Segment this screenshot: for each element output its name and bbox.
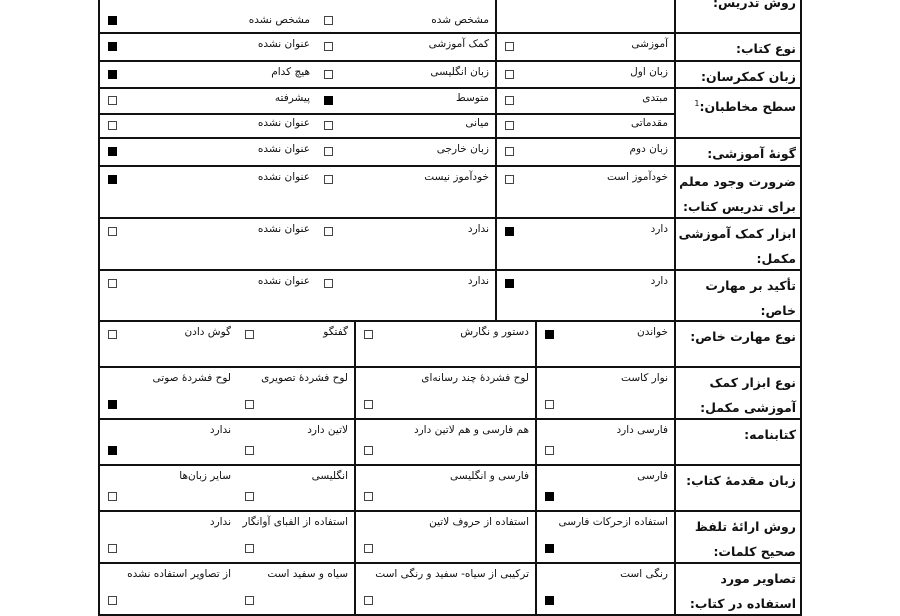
- option-label: لوح فشردهٔ چند رسانه‌ای: [421, 372, 529, 384]
- option-cell: [316, 271, 497, 320]
- option-label: ندارد: [209, 516, 231, 528]
- option-cell: [316, 62, 497, 87]
- option-label: استفاده ازحرکات فارسی: [558, 516, 668, 528]
- form-row: [100, 60, 800, 87]
- empty-cell: [497, 0, 676, 32]
- option-cell: [356, 512, 537, 562]
- checkbox-empty-icon[interactable]: [324, 175, 333, 184]
- option-label: لاتین دارد: [307, 424, 348, 436]
- option-cell: [537, 420, 676, 464]
- option-cell: [537, 512, 676, 562]
- checkbox-checked-icon[interactable]: [545, 492, 554, 501]
- option-label: فارسی: [637, 470, 668, 482]
- option-cell: [100, 62, 316, 87]
- checkbox-checked-icon[interactable]: [108, 16, 117, 25]
- option-label: خواندن: [637, 326, 668, 338]
- option-label: کمک آموزشی: [428, 38, 489, 50]
- checkbox-checked-icon[interactable]: [505, 279, 514, 288]
- option-cell: [100, 139, 316, 165]
- divider: [100, 113, 316, 115]
- option-cell: [537, 564, 676, 614]
- checkbox-empty-icon[interactable]: [505, 96, 514, 105]
- option-cell: [100, 271, 316, 320]
- option-cell: [237, 564, 356, 614]
- form-row: [100, 418, 800, 464]
- form-row: [100, 0, 800, 32]
- option-label: از تصاویر استفاده نشده: [127, 568, 231, 580]
- option-label: خودآموز است: [607, 171, 668, 183]
- option-label: زبان انگلیسی: [430, 66, 489, 78]
- field-label: روش ارائهٔ تلفظ صحیح کلمات:: [694, 519, 796, 559]
- option-cell: [497, 139, 676, 165]
- checkbox-empty-icon[interactable]: [364, 544, 373, 553]
- divider: [497, 113, 674, 115]
- option-label: لوح فشردهٔ صوتی: [152, 372, 231, 384]
- checkbox-empty-icon[interactable]: [545, 400, 554, 409]
- checkbox-empty-icon[interactable]: [108, 544, 117, 553]
- field-label: زبان مقدمهٔ کتاب:: [686, 473, 796, 488]
- checkbox-empty-icon[interactable]: [245, 544, 254, 553]
- checkbox-empty-icon[interactable]: [324, 227, 333, 236]
- option-cell: [100, 564, 237, 614]
- checkbox-empty-icon[interactable]: [108, 330, 117, 339]
- field-label: نوع ابزار کمک آموزشی مکمل:: [700, 375, 796, 415]
- form-row: [100, 137, 800, 165]
- checkbox-checked-icon[interactable]: [108, 42, 117, 51]
- footnote-marker: 1: [694, 99, 700, 108]
- option-cell: [316, 167, 497, 217]
- options: [100, 34, 676, 60]
- option-cell: [316, 34, 497, 60]
- field-label: گونهٔ آموزشی:: [707, 146, 796, 161]
- option-cell: [237, 466, 356, 510]
- checkbox-empty-icon[interactable]: [505, 70, 514, 79]
- form-row: [100, 217, 800, 269]
- checkbox-empty-icon[interactable]: [364, 330, 373, 339]
- checkbox-empty-icon[interactable]: [505, 42, 514, 51]
- checkbox-empty-icon[interactable]: [245, 330, 254, 339]
- option-cell: [237, 368, 356, 418]
- option-label: استفاده از الفبای آوانگار: [242, 516, 348, 528]
- field-label: زبان کمکرسان:: [701, 69, 796, 84]
- option-cell: [100, 0, 316, 32]
- checkbox-empty-icon[interactable]: [108, 121, 117, 130]
- checkbox-empty-icon[interactable]: [364, 446, 373, 455]
- options: [100, 0, 676, 32]
- checkbox-checked-icon[interactable]: [545, 596, 554, 605]
- option-cell: [316, 89, 497, 137]
- option-cell: [237, 420, 356, 464]
- field-label: سطح مخاطبان:$^1$: [694, 99, 796, 115]
- form-row: [100, 165, 800, 217]
- options: [100, 420, 676, 464]
- option-cell: [237, 512, 356, 562]
- checkbox-empty-icon[interactable]: [108, 227, 117, 236]
- option-label: ترکیبی از سیاه- سفید و رنگی است: [375, 568, 529, 580]
- option-label: انگلیسی: [311, 470, 348, 482]
- checkbox-empty-icon[interactable]: [108, 279, 117, 288]
- option-label: عنوان نشده: [257, 143, 310, 155]
- form-row: [100, 366, 800, 418]
- options: [100, 466, 676, 510]
- option-cell: [316, 139, 497, 165]
- option-label: دارد: [650, 275, 668, 287]
- field-label: تأکید بر مهارت خاص:: [705, 278, 796, 318]
- checkbox-empty-icon[interactable]: [245, 596, 254, 605]
- option-label: عنوان نشده: [257, 117, 310, 129]
- option-label: دستور و نگارش: [460, 326, 529, 338]
- options: [100, 167, 676, 217]
- checkbox-empty-icon[interactable]: [364, 596, 373, 605]
- option-label: لوح فشردهٔ تصویری: [261, 372, 348, 384]
- option-cell: [100, 322, 237, 366]
- checkbox-empty-icon[interactable]: [505, 175, 514, 184]
- checkbox-checked-icon[interactable]: [545, 544, 554, 553]
- field-label: ابزار کمک آموزشی مکمل:: [678, 226, 796, 266]
- option-label: گفتگو: [323, 326, 348, 338]
- option-cell: [497, 62, 676, 87]
- field-label: نوع مهارت خاص:: [690, 329, 796, 344]
- checkbox-empty-icon[interactable]: [108, 596, 117, 605]
- option-label: مشخص نشده: [248, 14, 310, 26]
- option-label: گوش دادن: [184, 326, 231, 338]
- checkbox-empty-icon[interactable]: [324, 16, 333, 25]
- checkbox-empty-icon[interactable]: [364, 492, 373, 501]
- option-cell: [237, 322, 356, 366]
- option-cell: [100, 167, 316, 217]
- checkbox-checked-icon[interactable]: [108, 446, 117, 455]
- form-row: [100, 32, 800, 60]
- option-label: آموزشی: [631, 38, 668, 50]
- checkbox-checked-icon[interactable]: [108, 147, 117, 156]
- form-row: [100, 464, 800, 510]
- option-cell: [100, 420, 237, 464]
- option-label: عنوان نشده: [257, 171, 310, 183]
- option-label: میانی: [465, 117, 489, 129]
- form-row: [100, 269, 800, 320]
- option-label: ندارد: [209, 424, 231, 436]
- checkbox-empty-icon[interactable]: [245, 446, 254, 455]
- option-cell: [316, 219, 497, 269]
- options: [100, 219, 676, 269]
- checkbox-empty-icon[interactable]: [108, 492, 117, 501]
- field-label: تصاویر مورد استفاده در کتاب:: [689, 571, 796, 611]
- option-cell: [356, 368, 537, 418]
- option-label: ندارد: [467, 223, 489, 235]
- option-label: خودآموز نیست: [424, 171, 489, 183]
- checkbox-empty-icon[interactable]: [324, 279, 333, 288]
- form-row: [100, 320, 800, 366]
- option-cell: [497, 271, 676, 320]
- checkbox-empty-icon[interactable]: [324, 121, 333, 130]
- checkbox-checked-icon[interactable]: [505, 227, 514, 236]
- divider: [316, 113, 495, 115]
- checkbox-empty-icon[interactable]: [245, 400, 254, 409]
- option-label: ندارد: [467, 275, 489, 287]
- checkbox-checked-icon[interactable]: [545, 330, 554, 339]
- checkbox-empty-icon[interactable]: [324, 42, 333, 51]
- options: [100, 271, 676, 320]
- form-row: [100, 510, 800, 562]
- option-cell: [356, 466, 537, 510]
- option-label: عنوان نشده: [257, 223, 310, 235]
- field-label: نوع کتاب:: [735, 41, 796, 56]
- option-label: استفاده از حروف لاتین: [429, 516, 529, 528]
- option-cell: [100, 512, 237, 562]
- form-row: [100, 562, 800, 614]
- checkbox-checked-icon[interactable]: [324, 96, 333, 105]
- option-label: دارد: [650, 223, 668, 235]
- options: [100, 564, 676, 614]
- checkbox-empty-icon[interactable]: [324, 147, 333, 156]
- checkbox-empty-icon[interactable]: [505, 147, 514, 156]
- checkbox-checked-icon[interactable]: [108, 175, 117, 184]
- field-label: ضرورت وجود معلم برای تدریس کتاب:: [679, 174, 796, 214]
- book-evaluation-form: [98, 0, 802, 616]
- form-row: [100, 87, 800, 137]
- option-label: سایر زبان‌ها: [179, 470, 231, 482]
- checkbox-empty-icon[interactable]: [324, 70, 333, 79]
- options: [100, 368, 676, 418]
- option-cell: [537, 368, 676, 418]
- checkbox-empty-icon[interactable]: [108, 96, 117, 105]
- option-cell: [356, 322, 537, 366]
- checkbox-empty-icon[interactable]: [245, 492, 254, 501]
- option-label: زبان خارجی: [436, 143, 489, 155]
- option-label: عنوان نشده: [257, 275, 310, 287]
- option-label: نوار کاست: [621, 372, 668, 384]
- checkbox-empty-icon[interactable]: [364, 400, 373, 409]
- option-label: زبان اول: [630, 66, 668, 78]
- option-label: مشخص شده: [431, 14, 489, 26]
- checkbox-empty-icon[interactable]: [545, 446, 554, 455]
- checkbox-checked-icon[interactable]: [108, 70, 117, 79]
- option-label: زبان دوم: [629, 143, 668, 155]
- option-cell: [497, 34, 676, 60]
- option-cell: [356, 564, 537, 614]
- option-cell: [356, 420, 537, 464]
- option-label: پیشرفته: [274, 92, 310, 104]
- options: [100, 512, 676, 562]
- option-label: فارسی و انگلیسی: [450, 470, 529, 482]
- option-cell: [100, 466, 237, 510]
- option-cell: [100, 89, 316, 137]
- option-label: مبتدی: [642, 92, 668, 104]
- option-cell: [497, 219, 676, 269]
- option-cell: [100, 368, 237, 418]
- option-cell: [316, 0, 497, 32]
- option-cell: [100, 34, 316, 60]
- option-label: فارسی دارد: [616, 424, 668, 436]
- field-label: روش تدریس:: [712, 0, 796, 10]
- field-label: کتابنامه:: [744, 427, 796, 442]
- options: [100, 139, 676, 165]
- options: [100, 62, 676, 87]
- checkbox-checked-icon[interactable]: [108, 400, 117, 409]
- option-label: رنگی است: [620, 568, 668, 580]
- option-label: هم فارسی و هم لاتین دارد: [413, 424, 529, 436]
- options: [100, 322, 676, 366]
- option-label: هیچ کدام: [271, 66, 310, 78]
- option-cell: [100, 219, 316, 269]
- option-label: متوسط: [456, 92, 489, 104]
- options: [100, 89, 676, 137]
- option-cell: [497, 89, 676, 137]
- option-label: سیاه و سفید است: [267, 568, 348, 580]
- option-label: عنوان نشده: [257, 38, 310, 50]
- checkbox-empty-icon[interactable]: [505, 121, 514, 130]
- option-cell: [497, 167, 676, 217]
- option-cell: [537, 322, 676, 366]
- option-cell: [537, 466, 676, 510]
- option-label: مقدماتی: [631, 117, 668, 129]
